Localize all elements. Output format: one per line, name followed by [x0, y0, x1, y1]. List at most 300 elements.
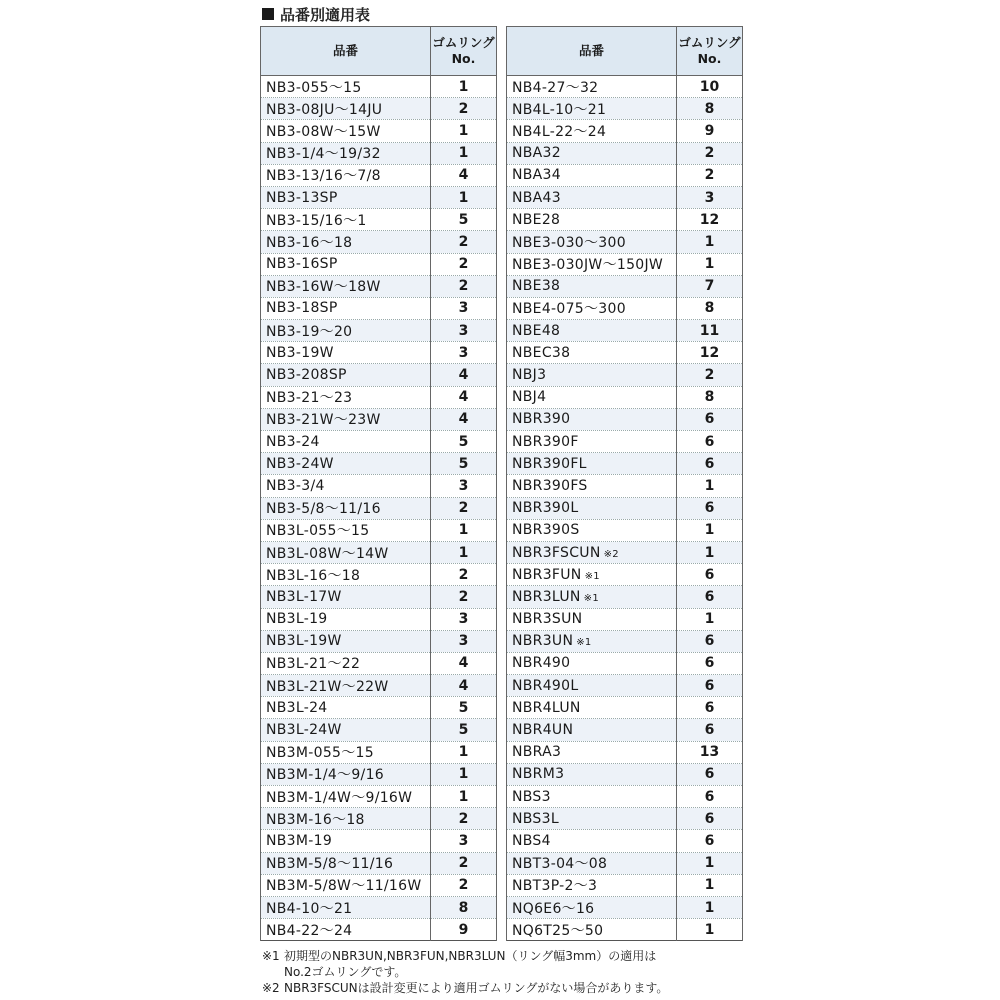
part-number-text: NBJ3: [512, 367, 547, 384]
ring-number-cell: 7: [677, 275, 743, 297]
ring-number-cell: 1: [431, 786, 497, 808]
table-row: [261, 120, 497, 142]
table-row: [507, 675, 743, 697]
table-row: [507, 475, 743, 497]
part-number-cell: [261, 541, 431, 563]
part-number-cell: [261, 320, 431, 342]
ring-number-cell: 8: [677, 386, 743, 408]
ring-number-cell: 2: [431, 275, 497, 297]
header-ring-number: [677, 27, 743, 76]
part-number-cell: [507, 497, 677, 519]
part-number-text: NBE48: [512, 322, 561, 339]
ring-number-cell: 6: [677, 763, 743, 785]
part-number-text: NB3-13SP: [266, 189, 338, 206]
part-number-cell: [261, 741, 431, 763]
part-number-cell: [507, 808, 677, 830]
table-row: [261, 164, 497, 186]
part-number-text: NBR3FUN: [512, 566, 582, 583]
part-number-text: NB4L-10～21: [512, 101, 607, 118]
part-number-text: NB3-16～18: [266, 234, 353, 251]
part-number-text: NBS3: [512, 788, 551, 805]
ring-number-cell: 3: [431, 320, 497, 342]
part-number-text: NBR3SUN: [512, 611, 583, 628]
ring-number-cell: 6: [677, 630, 743, 652]
part-number-text: NBR390F: [512, 433, 579, 450]
part-number-text: NB3-5/8～11/16: [266, 501, 381, 518]
part-number-text: NB3-24W: [266, 455, 334, 472]
table-row: [507, 297, 743, 319]
table-row: [507, 76, 743, 98]
ring-number-cell: 12: [677, 342, 743, 364]
ring-number-cell: 1: [677, 896, 743, 918]
table-row: [507, 231, 743, 253]
part-number-text: NBR3UN: [512, 633, 574, 650]
part-number-cell: [261, 186, 431, 208]
part-number-text: NB3L-055～15: [266, 523, 370, 540]
ring-number-cell: 4: [431, 164, 497, 186]
table-row: [507, 541, 743, 563]
table-row: [261, 386, 497, 408]
part-number-cell: [261, 164, 431, 186]
ring-number-cell: 2: [677, 142, 743, 164]
ring-number-cell: 1: [677, 852, 743, 874]
table-row: [261, 919, 497, 941]
table-row: [261, 675, 497, 697]
table-row: [507, 386, 743, 408]
table-row: [261, 320, 497, 342]
footnote-2: [262, 980, 742, 996]
ring-number-cell: 1: [431, 186, 497, 208]
part-number-text: NB3-21～23: [266, 390, 353, 407]
part-number-text: NB3-19～20: [266, 323, 353, 340]
part-number-text: NB3-3/4: [266, 477, 325, 494]
part-number-text: NBA43: [512, 189, 561, 206]
ring-number-cell: 3: [431, 608, 497, 630]
part-number-cell: [507, 519, 677, 541]
table-header-row: [261, 27, 497, 76]
table-row: [261, 253, 497, 275]
table-row: [261, 76, 497, 98]
table-row: [261, 275, 497, 297]
part-number-cell: [261, 98, 431, 120]
ring-number-cell: 3: [431, 475, 497, 497]
table-row: [261, 497, 497, 519]
part-number-text: NBR3FSCUN: [512, 544, 601, 561]
table-row: [261, 786, 497, 808]
ring-number-cell: 2: [431, 586, 497, 608]
part-number-cell: [507, 586, 677, 608]
footnote-mark: ※1: [583, 592, 599, 604]
part-number-text: NBR4LUN: [512, 699, 581, 716]
part-number-cell: [507, 564, 677, 586]
table-row: [507, 209, 743, 231]
ring-number-cell: 9: [677, 120, 743, 142]
ring-number-cell: 6: [677, 675, 743, 697]
part-number-cell: [507, 297, 677, 319]
table-row: [261, 364, 497, 386]
part-number-text: NBR390L: [512, 500, 579, 517]
part-number-cell: [261, 608, 431, 630]
ring-number-cell: 4: [431, 386, 497, 408]
ring-number-cell: 5: [431, 453, 497, 475]
ring-number-cell: 1: [677, 874, 743, 896]
part-number-text: NB3L-24W: [266, 722, 342, 739]
ring-number-cell: 3: [431, 630, 497, 652]
part-number-cell: [507, 164, 677, 186]
ring-number-cell: 1: [677, 253, 743, 275]
table-row: [507, 364, 743, 386]
part-number-text: NB3-08JU～14JU: [266, 101, 383, 118]
part-number-cell: [261, 652, 431, 674]
part-number-cell: [261, 453, 431, 475]
ring-number-cell: 8: [677, 98, 743, 120]
table-row: [507, 564, 743, 586]
part-number-text: NBJ4: [512, 389, 547, 406]
part-number-text: NB4-22～24: [266, 922, 353, 939]
part-number-cell: [507, 652, 677, 674]
table-row: [261, 630, 497, 652]
ring-number-cell: 3: [431, 830, 497, 852]
ring-number-cell: 2: [431, 231, 497, 253]
header-ring-number: [431, 27, 497, 76]
part-number-cell: [261, 808, 431, 830]
part-number-text: NBR390S: [512, 522, 580, 539]
part-number-cell: [261, 408, 431, 430]
table-row: [507, 342, 743, 364]
part-number-text: NB3L-16～18: [266, 567, 361, 584]
part-number-cell: [507, 786, 677, 808]
footnote-2-label: ※2: [262, 981, 280, 995]
table-row: [261, 652, 497, 674]
part-number-text: NB4-27～32: [512, 79, 599, 96]
footnote-mark: ※2: [603, 548, 619, 560]
part-number-cell: [261, 231, 431, 253]
ring-number-cell: 1: [677, 541, 743, 563]
part-number-cell: [507, 275, 677, 297]
part-number-text: NBE3-030～300: [512, 234, 626, 251]
part-number-text: NB4-10～21: [266, 900, 353, 917]
part-number-cell: [507, 186, 677, 208]
part-number-text: NB3-1/4～19/32: [266, 146, 381, 163]
ring-number-cell: 6: [677, 808, 743, 830]
table-row: [507, 830, 743, 852]
part-number-text: NB3M-1/4～9/16: [266, 767, 384, 784]
ring-number-cell: 6: [677, 786, 743, 808]
ring-number-cell: 1: [677, 519, 743, 541]
part-number-cell: [507, 386, 677, 408]
ring-number-cell: 5: [431, 719, 497, 741]
header-part-number: 品番: [261, 27, 431, 76]
part-number-cell: [261, 475, 431, 497]
part-number-text: NB4L-22～24: [512, 123, 607, 140]
ring-number-cell: 11: [677, 320, 743, 342]
table-row: [507, 630, 743, 652]
part-number-cell: [507, 231, 677, 253]
part-number-cell: [507, 830, 677, 852]
footnote-1: [262, 948, 742, 964]
part-number-cell: [261, 586, 431, 608]
table-row: [261, 475, 497, 497]
part-number-cell: [507, 697, 677, 719]
part-number-cell: [507, 209, 677, 231]
ring-number-cell: 1: [431, 763, 497, 785]
part-number-text: NBE28: [512, 211, 561, 228]
part-number-text: NQ6T25～50: [512, 922, 604, 939]
ring-number-cell: 1: [677, 475, 743, 497]
ring-number-cell: 6: [677, 719, 743, 741]
part-number-text: NBE3-030JW～150JW: [512, 257, 664, 274]
part-number-cell: [261, 275, 431, 297]
table-row: [261, 186, 497, 208]
part-number-cell: [507, 364, 677, 386]
part-number-cell: [261, 253, 431, 275]
ring-number-cell: 1: [431, 541, 497, 563]
part-number-text: NQ6E6～16: [512, 900, 595, 917]
part-number-text: NB3-18SP: [266, 300, 338, 317]
part-number-cell: [507, 431, 677, 453]
ring-number-cell: 2: [431, 497, 497, 519]
ring-number-cell: 9: [431, 919, 497, 941]
part-number-cell: [507, 719, 677, 741]
part-number-cell: [261, 675, 431, 697]
ring-number-cell: 5: [431, 431, 497, 453]
part-number-text: NB3-208SP: [266, 367, 347, 384]
ring-number-cell: 8: [431, 896, 497, 918]
table-row: [507, 164, 743, 186]
table-row: [507, 586, 743, 608]
part-number-cell: [507, 320, 677, 342]
ring-number-cell: 1: [431, 76, 497, 98]
table-row: [261, 342, 497, 364]
part-number-text: NB3M-055～15: [266, 745, 374, 762]
part-number-cell: [261, 519, 431, 541]
part-number-text: NBT3-04～08: [512, 856, 608, 873]
part-number-cell: [261, 497, 431, 519]
part-number-text: NBR390FL: [512, 455, 587, 472]
ring-number-cell: 2: [431, 874, 497, 896]
part-number-text: NB3M-5/8～11/16: [266, 856, 394, 873]
ring-number-cell: 2: [431, 852, 497, 874]
ring-number-cell: 1: [677, 231, 743, 253]
part-number-cell: [507, 120, 677, 142]
table-row: [507, 741, 743, 763]
ring-number-cell: 10: [677, 76, 743, 98]
part-number-text: NB3-15/16～1: [266, 212, 367, 229]
part-number-text: NBE4-075～300: [512, 301, 626, 318]
part-number-cell: [261, 830, 431, 852]
table-row: [507, 874, 743, 896]
table-row: [507, 253, 743, 275]
ring-number-cell: 6: [677, 830, 743, 852]
part-number-cell: [261, 209, 431, 231]
part-number-cell: [507, 608, 677, 630]
part-number-text: NBA34: [512, 167, 561, 184]
footnote-mark: ※1: [576, 637, 592, 649]
ring-number-cell: 1: [431, 519, 497, 541]
table-row: [261, 719, 497, 741]
ring-number-cell: 2: [431, 808, 497, 830]
table-row: [507, 320, 743, 342]
table-row: [261, 763, 497, 785]
part-number-text: NB3M-16～18: [266, 811, 365, 828]
part-number-cell: [507, 475, 677, 497]
table-row: [507, 431, 743, 453]
table-row: [507, 786, 743, 808]
ring-number-cell: 5: [431, 209, 497, 231]
table-row: [507, 453, 743, 475]
ring-number-cell: 1: [431, 142, 497, 164]
part-number-text: NB3M-5/8W～11/16W: [266, 878, 422, 895]
table-row: [261, 874, 497, 896]
ring-number-cell: 12: [677, 209, 743, 231]
part-number-cell: [507, 253, 677, 275]
part-number-cell: [261, 719, 431, 741]
table-row: [261, 852, 497, 874]
table-row: [507, 275, 743, 297]
square-bullet-icon: [262, 8, 274, 20]
part-number-text: NBT3P-2～3: [512, 878, 598, 895]
part-number-text: NB3L-17W: [266, 588, 342, 605]
ring-number-cell: 1: [431, 120, 497, 142]
applicable-table-left: [260, 26, 497, 941]
ring-number-cell: 6: [677, 453, 743, 475]
part-number-text: NB3L-08W～14W: [266, 545, 389, 562]
table-row: [261, 453, 497, 475]
part-number-cell: [507, 919, 677, 941]
part-number-text: NB3L-19: [266, 611, 328, 628]
part-number-cell: [507, 741, 677, 763]
ring-number-cell: 2: [431, 253, 497, 275]
part-number-text: NB3-08W～15W: [266, 123, 381, 140]
part-number-cell: [507, 675, 677, 697]
section-title-text: 品番別適用表: [280, 5, 371, 24]
part-number-cell: [507, 453, 677, 475]
part-number-cell: [507, 98, 677, 120]
table-row: [261, 896, 497, 918]
table-row: [507, 697, 743, 719]
ring-number-cell: 2: [677, 364, 743, 386]
part-number-cell: [261, 564, 431, 586]
header-ring-line1: ゴムリング: [432, 35, 495, 50]
part-number-text: NB3-24: [266, 433, 320, 450]
part-number-text: NBR490L: [512, 677, 579, 694]
ring-number-cell: 4: [431, 675, 497, 697]
part-number-cell: [507, 342, 677, 364]
table-header-row: [507, 27, 743, 76]
part-number-text: NBEC38: [512, 344, 571, 361]
part-number-text: NBRM3: [512, 766, 565, 783]
footnote-1-line1: 初期型のNBR3UN,NBR3FUN,NBR3LUN（リング幅3mm）の適用は: [284, 949, 657, 963]
ring-number-cell: 6: [677, 431, 743, 453]
table-row: [261, 209, 497, 231]
ring-number-cell: 4: [431, 364, 497, 386]
table-row: [507, 408, 743, 430]
part-number-cell: [261, 852, 431, 874]
part-number-cell: [261, 786, 431, 808]
section-title: [262, 4, 370, 24]
table-row: [261, 808, 497, 830]
ring-number-cell: 8: [677, 297, 743, 319]
part-number-text: NBR3LUN: [512, 588, 581, 605]
part-number-cell: [261, 919, 431, 941]
ring-number-cell: 1: [677, 919, 743, 941]
part-number-text: NBRA3: [512, 744, 562, 761]
part-number-text: NB3-055～15: [266, 79, 362, 96]
part-number-cell: [507, 896, 677, 918]
table-row: [507, 608, 743, 630]
part-number-cell: [261, 297, 431, 319]
part-number-text: NB3M-1/4W～9/16W: [266, 789, 413, 806]
part-number-text: NB3-19W: [266, 344, 334, 361]
part-number-cell: [261, 76, 431, 98]
part-number-text: NB3-16SP: [266, 256, 338, 273]
part-number-text: NB3L-21W～22W: [266, 678, 389, 695]
applicable-table-right: [506, 26, 743, 941]
ring-number-cell: 13: [677, 741, 743, 763]
part-number-text: NBE38: [512, 278, 561, 295]
part-number-text: NB3M-19: [266, 832, 333, 849]
ring-number-cell: 3: [677, 186, 743, 208]
table-row: [261, 697, 497, 719]
part-number-cell: [261, 386, 431, 408]
ring-number-cell: 6: [677, 697, 743, 719]
part-number-cell: [261, 142, 431, 164]
part-number-cell: [261, 364, 431, 386]
part-number-text: NB3-21W～23W: [266, 412, 381, 429]
table-row: [507, 98, 743, 120]
ring-number-cell: 2: [431, 564, 497, 586]
header-ring-line2: No.: [451, 51, 476, 66]
footnotes: [262, 948, 742, 996]
part-number-cell: [507, 76, 677, 98]
table-row: [261, 519, 497, 541]
table-row: [507, 186, 743, 208]
part-number-cell: [507, 630, 677, 652]
table-row: [507, 896, 743, 918]
footnote-mark: ※1: [584, 570, 600, 582]
table-row: [507, 763, 743, 785]
part-number-cell: [507, 852, 677, 874]
ring-number-cell: 4: [431, 652, 497, 674]
part-number-cell: [507, 763, 677, 785]
part-number-cell: [261, 697, 431, 719]
header-part-number: 品番: [507, 27, 677, 76]
part-number-cell: [261, 874, 431, 896]
ring-number-cell: 2: [677, 164, 743, 186]
part-number-cell: [507, 408, 677, 430]
part-number-cell: [507, 541, 677, 563]
part-number-cell: [261, 630, 431, 652]
ring-number-cell: 6: [677, 408, 743, 430]
table-row: [261, 297, 497, 319]
ring-number-cell: 1: [677, 608, 743, 630]
table-row: [507, 719, 743, 741]
table-row: [261, 608, 497, 630]
table-row: [261, 564, 497, 586]
part-number-cell: [507, 874, 677, 896]
ring-number-cell: 1: [431, 741, 497, 763]
part-number-text: NBR390FS: [512, 477, 588, 494]
ring-number-cell: 5: [431, 697, 497, 719]
ring-number-cell: 4: [431, 408, 497, 430]
footnote-2-line1: NBR3FSCUNは設計変更により適用ゴムリングがない場合があります。: [284, 981, 669, 995]
part-number-text: NB3-13/16～7/8: [266, 168, 381, 185]
part-number-text: NB3L-24: [266, 699, 328, 716]
table-row: [261, 586, 497, 608]
table-row: [507, 652, 743, 674]
part-number-cell: [507, 142, 677, 164]
header-ring-line1: ゴムリング: [678, 35, 741, 50]
